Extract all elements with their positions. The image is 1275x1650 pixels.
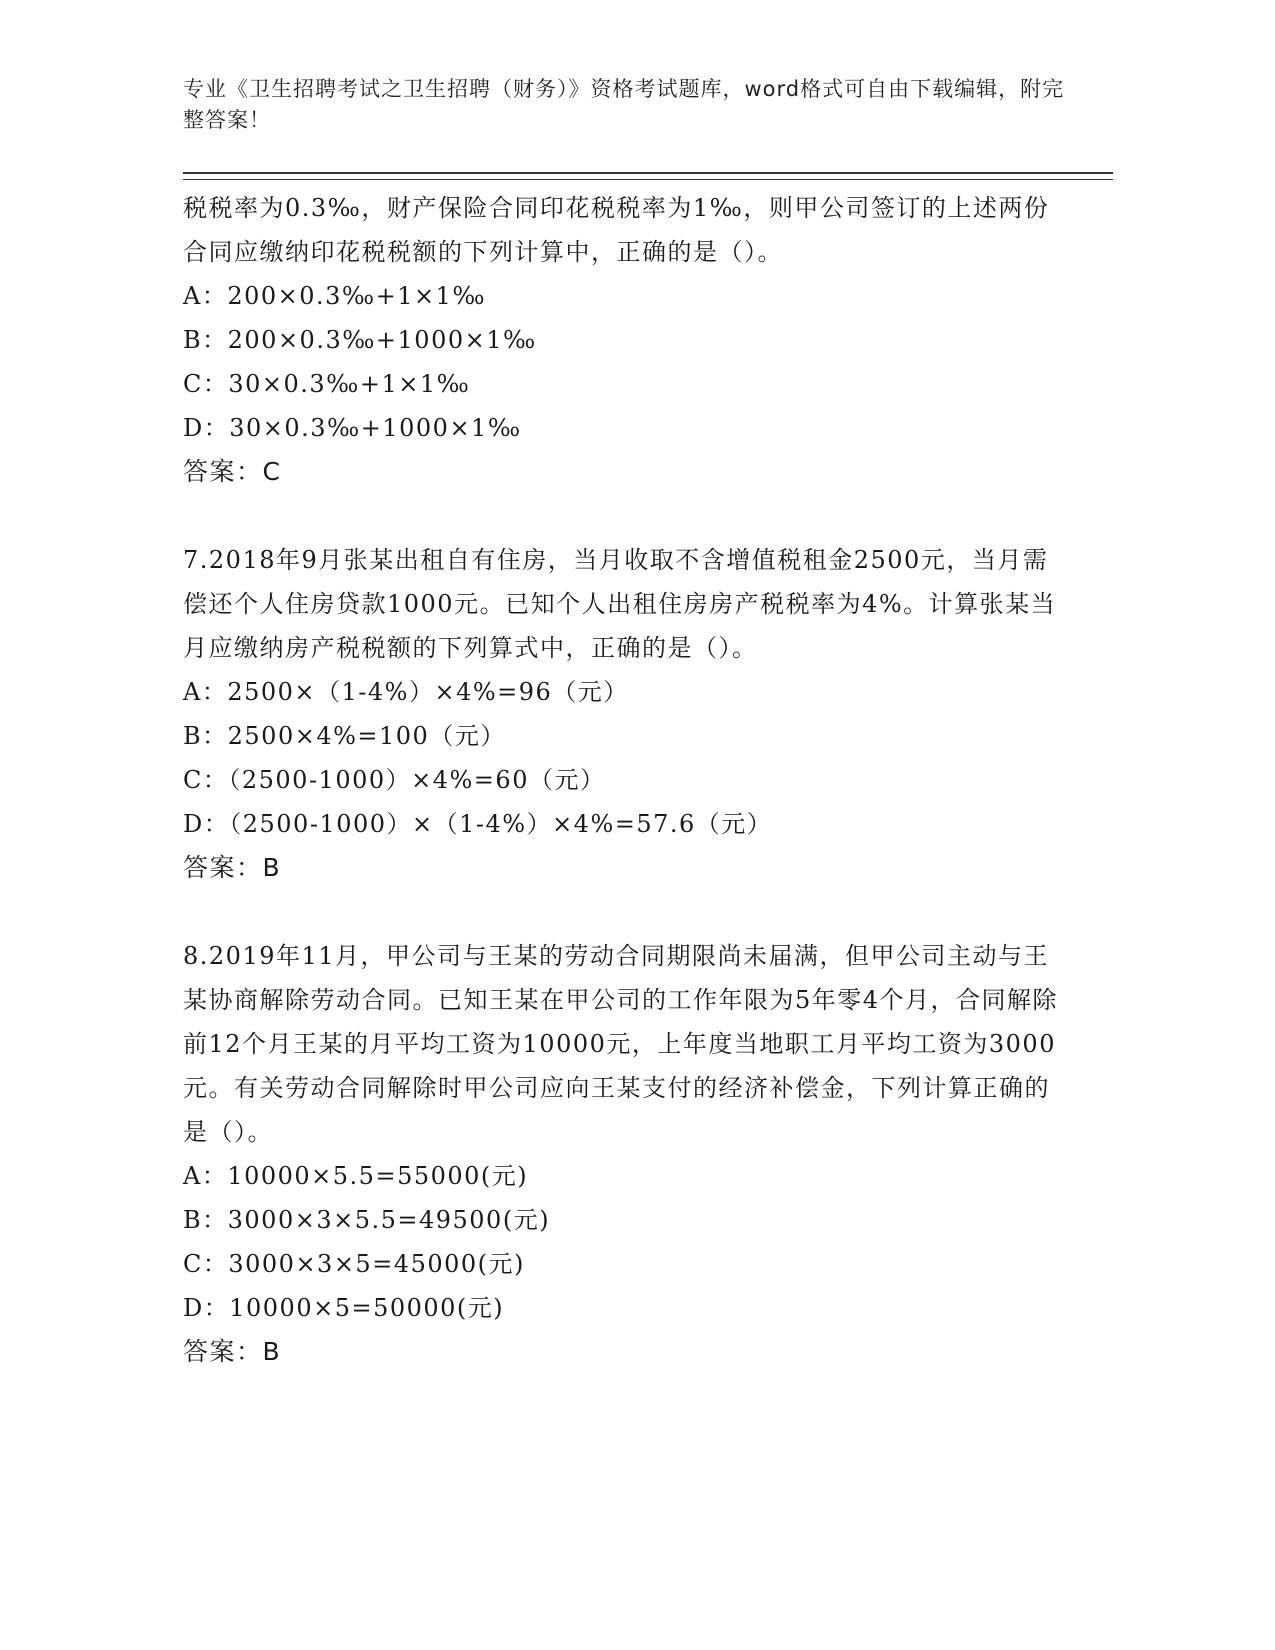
answer: 答案：B bbox=[183, 853, 282, 882]
option-d: D：10000×5=50000(元) bbox=[183, 1294, 505, 1322]
question-stem: 8.2019年11月，甲公司与王某的劳动合同期限尚未届满，但甲公司主动与王某协商解除劳动合同。已知王某在甲公司的工作年限为5年零4个月，合同解除前12个月王某的月平均工资为10000元，上年度当地职工月平均工资为3000元。有关劳动合同解除时甲公司应向王某支付的经济补偿金，下列计算正确的是（）。 bbox=[183, 942, 1059, 1146]
option-d: D：30×0.3‰+1000×1‰ bbox=[183, 414, 522, 442]
option-b: B：2500×4%=100（元） bbox=[183, 722, 506, 750]
spacer bbox=[183, 494, 1063, 538]
spacer bbox=[183, 890, 1063, 934]
question-stem: 7.2018年9月张某出租自有住房，当月收取不含增值税租金2500元，当月需偿还个人住房贷款1000元。已知个人出租住房房产税税率为4%。计算张某当月应缴纳房产税税额的下列算式中，正确的是（）。 bbox=[183, 546, 1057, 662]
header-divider bbox=[183, 172, 1113, 174]
option-c: C：30×0.3‰+1×1‰ bbox=[183, 370, 471, 398]
option-d: D：（2500-1000）×（1-4%）×4%=57.6（元） bbox=[183, 810, 773, 838]
question-7 bbox=[183, 538, 1063, 890]
question-stem: 税税率为0.3‰，财产保险合同印花税税率为1‰，则甲公司签订的上述两份合同应缴纳印花税税额的下列计算中，正确的是（）。 bbox=[183, 194, 1050, 266]
answer: 答案：B bbox=[183, 1337, 282, 1366]
option-a: A：2500×（1-4%）×4%=96（元） bbox=[183, 678, 629, 706]
question-6 bbox=[183, 186, 1063, 494]
header-divider-thin bbox=[183, 179, 1113, 180]
option-a: A：200×0.3‰+1×1‰ bbox=[183, 282, 487, 310]
option-b: B：3000×3×5.5=49500(元) bbox=[183, 1206, 551, 1234]
answer: 答案：C bbox=[183, 457, 282, 486]
document-header: 专业《卫生招聘考试之卫生招聘（财务）》资格考试题库，word格式可自由下载编辑，附完整答案！ bbox=[183, 77, 1065, 132]
question-8 bbox=[183, 934, 1063, 1374]
option-b: B：200×0.3‰+1000×1‰ bbox=[183, 326, 537, 354]
question-list bbox=[183, 186, 1063, 1374]
option-c: C：（2500-1000）×4%=60（元） bbox=[183, 766, 606, 794]
option-c: C：3000×3×5=45000(元) bbox=[183, 1250, 525, 1278]
option-a: A：10000×5.5=55000(元) bbox=[183, 1162, 529, 1190]
